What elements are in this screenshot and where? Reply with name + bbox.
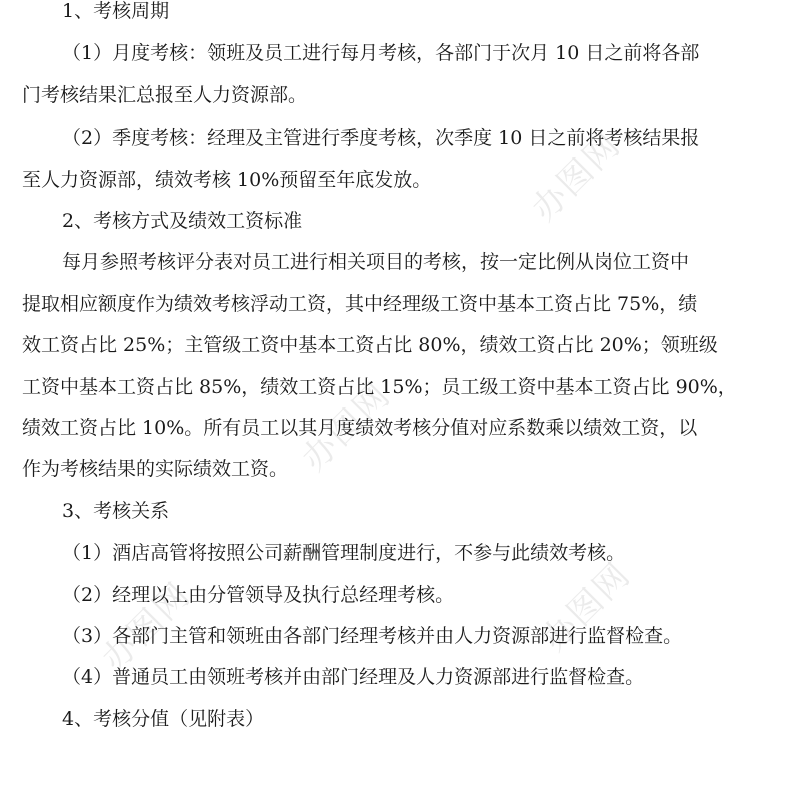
- paragraph-line: （2）季度考核：经理及主管进行季度考核，次季度 10 日之前将考核结果报: [62, 127, 700, 149]
- list-item: （1）酒店高管将按照公司薪酬管理制度进行，不参与此绩效考核。: [62, 542, 626, 564]
- list-item: （2）经理以上由分管领导及执行总经理考核。: [62, 584, 455, 606]
- paragraph-line: （1）月度考核：领班及员工进行每月考核，各部门于次月 10 日之前将各部: [62, 42, 700, 64]
- paragraph-line: 至人力资源部，绩效考核 10%预留至年底发放。: [22, 169, 432, 191]
- watermark: 办图网: [534, 554, 639, 660]
- section-heading: 3、考核关系: [62, 500, 170, 522]
- paragraph-line: 效工资占比 25%；主管级工资中基本工资占比 80%，绩效工资占比 20%；领班级: [22, 334, 718, 356]
- list-item: （3）各部门主管和领班由各部门经理考核并由人力资源部进行监督检查。: [62, 625, 683, 647]
- watermark: 办图网: [294, 374, 399, 480]
- paragraph-line: 绩效工资占比 10%。所有员工以其月度绩效考核分值对应系数乘以绩效工资，以: [22, 417, 698, 439]
- paragraph-line: 每月参照考核评分表对员工进行相关项目的考核，按一定比例从岗位工资中: [62, 251, 690, 273]
- list-item: （4）普通员工由领班考核并由部门经理及人力资源部进行监督检查。: [62, 666, 645, 688]
- watermark: 办图网: [524, 124, 629, 230]
- section-heading: 1、考核周期: [62, 0, 170, 22]
- paragraph-line: 工资中基本工资占比 85%，绩效工资占比 15%；员工级工资中基本工资占比 90%，: [22, 376, 737, 398]
- section-heading: 4、考核分值（见附表）: [62, 708, 265, 730]
- paragraph-line: 作为考核结果的实际绩效工资。: [22, 458, 289, 480]
- watermark: 办图网: [94, 574, 199, 680]
- paragraph-line: 门考核结果汇总报至人力资源部。: [22, 84, 308, 106]
- paragraph-line: 提取相应额度作为绩效考核浮动工资，其中经理级工资中基本工资占比 75%，绩: [22, 293, 698, 315]
- section-heading: 2、考核方式及绩效工资标准: [62, 210, 303, 232]
